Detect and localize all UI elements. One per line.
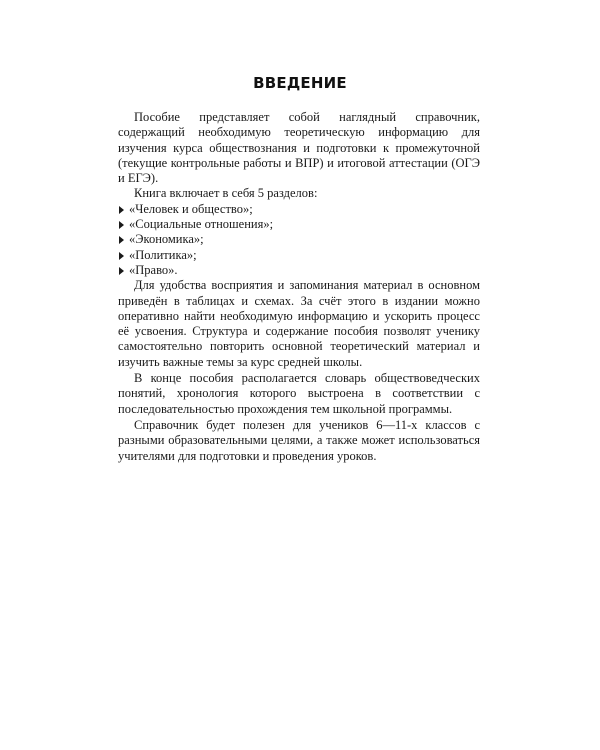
list-item-text: «Политика»; (129, 247, 197, 262)
list-item (118, 232, 480, 247)
paragraph-format: Для удобства восприятия и запоминания материал в основном приведён в таблицах и схемах. За счёт этого в издании можно оперативно найти необходимую информацию и ускорить процесс её усвоения. Структура и содержание пособия позволят ученику самостоятельно повторить основной теоретический материал и изучить важные темы за курс средней школы. (118, 278, 480, 369)
list-item-text: «Социальные отношения»; (129, 217, 274, 232)
list-item (118, 263, 480, 278)
triangle-bullet-icon (119, 267, 124, 275)
list-item-text: «Человек и общество»; (129, 201, 253, 216)
list-item-text: «Экономика»; (129, 232, 204, 247)
intro-paragraph: Пособие представляет собой наглядный справочник, содержащий необходимую теоретическую информацию для изучения курса обществознания и подготовки к промежуточной (текущие контрольные работы и ВПР) и итоговой аттестации (ОГЭ и ЕГЭ). (118, 110, 480, 186)
document-body (118, 110, 480, 464)
triangle-bullet-icon (119, 252, 124, 260)
paragraph-audience: Справочник будет полезен для учеников 6—11-х классов с разными образовательными целями, а также может использоваться учителями для подготовки и проведения уроков. (118, 417, 480, 463)
list-item-text: «Право». (129, 262, 178, 277)
triangle-bullet-icon (119, 221, 124, 229)
list-item (118, 217, 480, 232)
paragraph-dictionary: В конце пособия располагается словарь обществоведческих понятий, хронология которого выстроена в соответствии с последовательностью прохождения тем школьной программы. (118, 371, 480, 416)
page-title: ВВЕДЕНИЕ (253, 74, 347, 92)
list-item (118, 248, 480, 263)
sections-list (118, 202, 480, 278)
triangle-bullet-icon (119, 236, 124, 244)
triangle-bullet-icon (119, 206, 124, 214)
list-item (118, 202, 480, 217)
sections-lead: Книга включает в себя 5 разделов: (134, 186, 318, 201)
